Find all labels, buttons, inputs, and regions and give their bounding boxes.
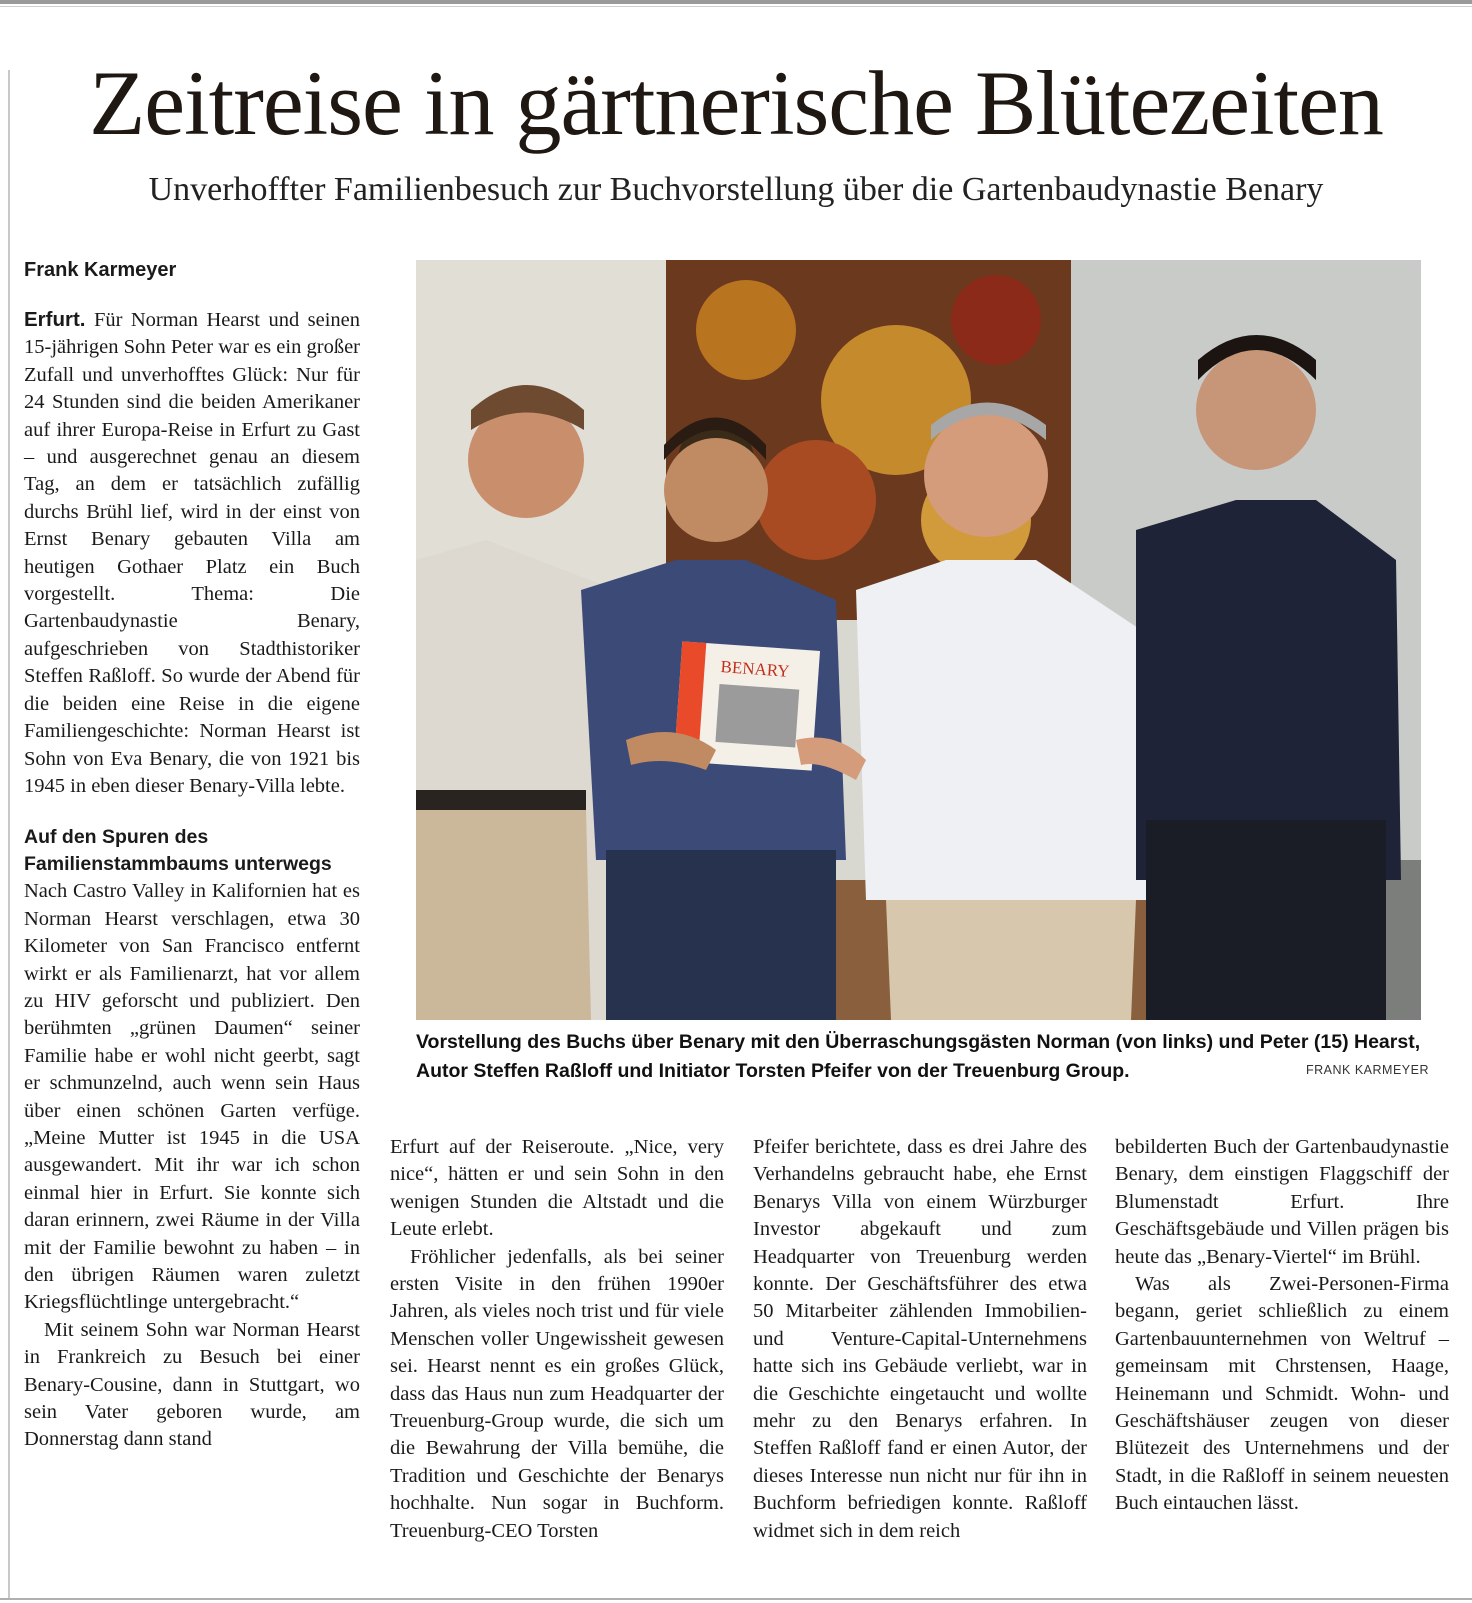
photo-caption: Vorstellung des Buchs über Benary mit den Überraschungsgästen Norman (von links) und Peter (15) Hearst, Autor Steffen Raßloff und Initiator Torsten Pfeifer von der Treuenburg Group.: [416, 1031, 1421, 1082]
column-1: [24, 256, 360, 1454]
lead-text: Für Norman Hearst und seinen 15-jährigen Sohn Peter war es ein großer Zufall und unverhofftes Glück: Nur für 24 Stunden sind die beiden Amerikaner auf ihrer Europa-Reise in Erfurt zu Gast – und ausgerechnet genau an diesem Tag, an dem er tatsächlich zufällig durchs Brühl lief, wird in der einst von Ernst Benary gebauten Villa am heutigen Gothaer Platz ein Buch vorgestellt. Thema: Die Gartenbaudynastie Benary, aufgeschrieben von Stadthistoriker Steffen Raßloff. So wurde der Abend für die beiden eine Reise in die eigene Familiengeschichte: Norman Hearst ist Sohn von Eva Benary, die von 1921 bis 1945 in eben dieser Benary-Villa lebte.: [24, 309, 361, 797]
page-border-top-inner: [0, 6, 1472, 7]
body-paragraph: bebilderten Buch der Gartenbaudynastie Benary, dem einstigen Flaggschiff der Blumenstadt Erfurt. Ihre Geschäftsgebäude und Villen prägen bis heute das „Benary-Viertel“ im Brühl.: [1115, 1136, 1449, 1268]
crosshead: Auf den Spuren des Familienstammbaums unterwegs: [24, 826, 332, 876]
photo-credit: FRANK KARMEYER: [1306, 1063, 1429, 1077]
column-4: [1115, 1134, 1449, 1518]
book-title: BENARY: [720, 657, 791, 681]
body-paragraph: Nach Castro Valley in Kalifornien hat es Norman Hearst verschlagen, etwa 30 Kilometer von San Francisco entfernt wirkt er als Familienarzt, hat vor allem zu HIV geforscht und publiziert. Den berühmten „grünen Daumen“ seiner Familie habe er wohl nicht geerbt, sagt er schmunzelnd, auch wenn sein Haus über einen schönen Garten verfüge. „Meine Mutter ist 1945 in die USA ausgewandert. Mit ihr war ich schon einmal hier in Erfurt. Sie konnte sich daran erinnern, zwei Räume in der Villa mit der Familie bewohnt zu haben – in den übrigen Räumen waren zuletzt Kriegsflüchtlinge untergebracht.“: [24, 880, 360, 1314]
article-photo: [416, 260, 1421, 1020]
subheadline: Unverhoffter Familienbesuch zur Buchvorstellung über die Gartenbaudynastie Benary: [148, 171, 1324, 208]
page-border-top: [0, 0, 1472, 4]
body-paragraph: Erfurt auf der Reiseroute. „Nice, very nice“, hätten er und sein Sohn in den wenigen Stunden die Altstadt und die Leute erlebt.: [390, 1136, 724, 1241]
page-border-bottom: [0, 1598, 1472, 1600]
body-paragraph: Fröhlicher jedenfalls, als bei seiner ersten Visite in den frühen 1990er Jahren, als vieles noch trist und für viele Menschen voller Ungewissheit gewesen sei. Hearst nennt es ein großes Glück, dass das Haus nun zum Headquarter der Treuenburg-Group wurde, die sich um die Bewahrung der Villa bemühe, die Tradition und Geschichte der Benarys hochhalte. Nun sogar in Buchform. Treuenburg-CEO Torsten: [390, 1245, 724, 1542]
body-paragraph: Mit seinem Sohn war Norman Hearst in Frankreich zu Besuch bei einer Benary-Cousine, dann in Stuttgart, wo sein Vater geboren wurde, am Donnerstag dann stand: [24, 1318, 360, 1451]
byline: Frank Karmeyer: [24, 259, 177, 281]
page-border-left: [8, 70, 10, 1600]
photo-illustration: [416, 260, 1421, 1020]
body-paragraph: Pfeifer berichtete, dass es drei Jahre des Verhandelns gebraucht habe, ehe Ernst Benarys Villa von einem Würzburger Investor abgekauft und zum Headquarter von Treuenburg werden konnte. Der Geschäftsführer des etwa 50 Mitarbeiter zählenden Immobilien- und Venture-Capital-Unternehmens hatte sich ins Gebäude verliebt, war in die Geschichte eingetaucht und wollte mehr zu den Benarys erfahren. In Steffen Raßloff fand er einen Autor, der dieses Interesse nun nicht nur für ihn in Buchform befriedigen konnte. Raßloff widmet sich in dem reich: [753, 1136, 1087, 1542]
dateline: Erfurt.: [24, 308, 86, 331]
lead-paragraph: [24, 306, 360, 800]
column-3: [753, 1134, 1087, 1545]
headline: Zeitreise in gärtnerische Blütezeiten: [89, 52, 1383, 154]
body-paragraph: Was als Zwei-Personen-Firma begann, geriet schließlich zu einem Gartenbauunternehmen von Weltruf – gemeinsam mit Chrstensen, Haage, Heinemann und Schmidt. Wohn- und Geschäftshäuser zeugen von dieser Blütezeit des Unternehmens und der Stadt, in die Raßloff in seinem neuesten Buch eintauchen lässt.: [1115, 1273, 1449, 1515]
column-2: [390, 1134, 724, 1545]
